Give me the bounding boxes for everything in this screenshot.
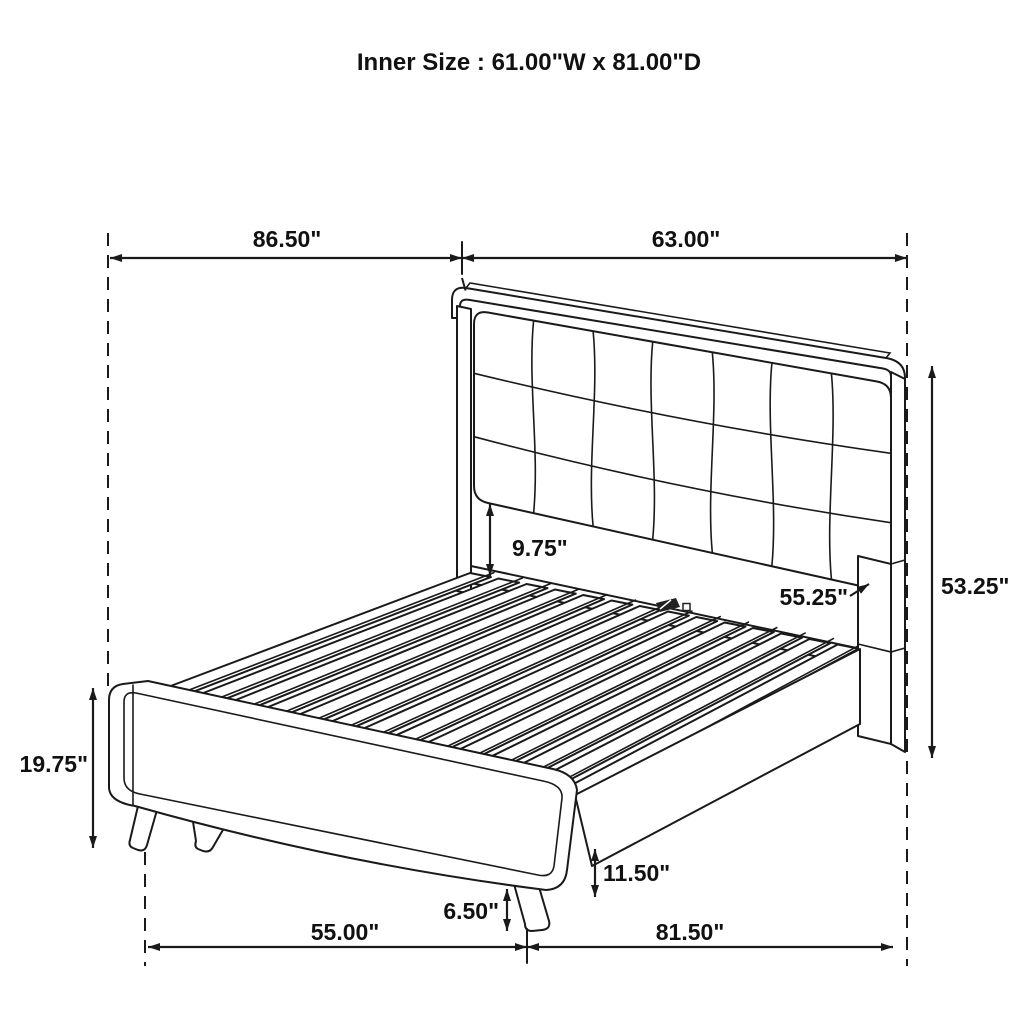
dim-headboard-width	[462, 226, 907, 258]
diagram-title: Inner Size : 61.00"W x 81.00"D	[356, 49, 702, 76]
dim-leg-clearance	[443, 889, 507, 931]
dim-label-top-left-span: 86.50"	[252, 226, 322, 252]
dim-label-headboard-gap: 9.75"	[512, 535, 568, 561]
footboard-left-leg	[129, 806, 157, 850]
dim-label-bottom-left-span: 55.00"	[310, 919, 380, 945]
dim-label-footboard-height: 19.75"	[19, 751, 88, 777]
dim-label-headboard-width: 63.00"	[651, 226, 721, 252]
dim-label-leg-clearance: 6.50"	[443, 898, 499, 924]
headboard-left-stile	[457, 306, 471, 594]
dim-label-headboard-height: 53.25"	[941, 573, 1010, 599]
dim-label-bottom-right-span: 81.50"	[655, 919, 725, 945]
footboard-right-leg	[514, 884, 549, 931]
dim-footboard-height	[20, 688, 93, 848]
dim-bottom-right-span	[527, 919, 893, 947]
dim-headboard-height	[932, 366, 1009, 758]
dim-inner-width	[780, 584, 869, 610]
dim-label-inner-width: 55.25"	[779, 584, 848, 610]
dim-label-rail-floor-height: 11.50"	[603, 860, 671, 886]
dim-top-left-span	[110, 226, 462, 258]
